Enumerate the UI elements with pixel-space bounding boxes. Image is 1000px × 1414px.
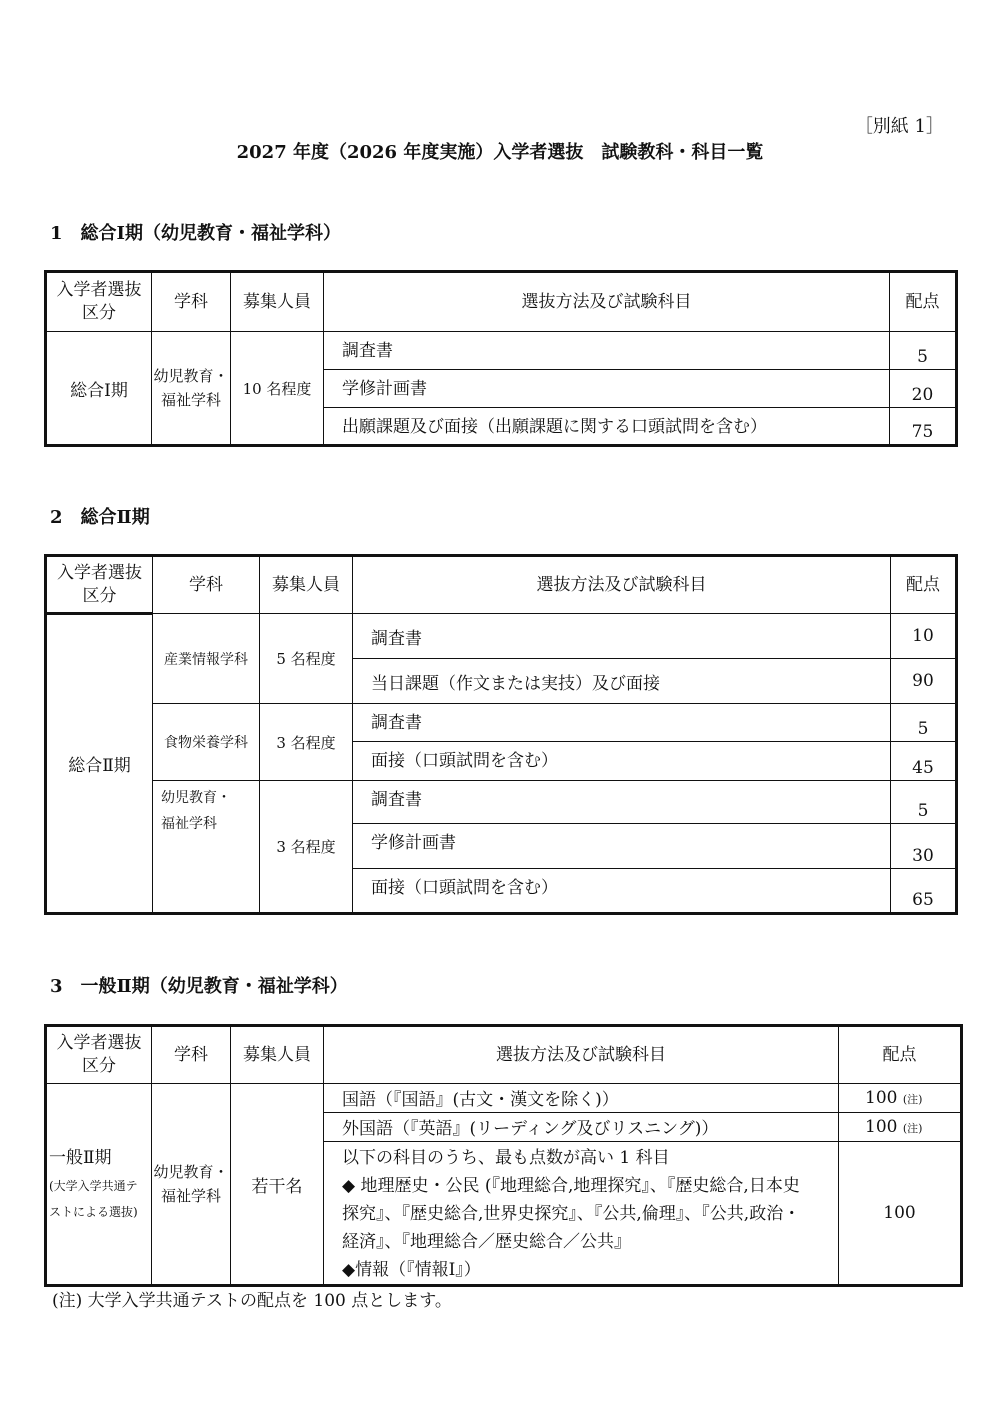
- header-category: 入学者選抜 区分: [46, 1026, 152, 1084]
- method-cell: 外国語（『英語』(リーディング及びリスニング)）: [324, 1113, 839, 1142]
- points-cell: 65: [891, 869, 957, 914]
- category-cell: 総合Ⅰ期: [46, 332, 152, 446]
- method-cell: 調査書: [353, 704, 891, 742]
- section-2-table: [44, 554, 958, 915]
- points-cell: 45: [891, 742, 957, 781]
- header-department: 学科: [152, 1026, 231, 1084]
- document-title: 2027 年度（2026 年度実施）入学者選抜 試験教科・科目一覧: [236, 142, 764, 163]
- annex-label: ［別紙 1］: [854, 116, 944, 137]
- choice-line: ◆ 地理歴史・公民 (『地理総合,地理探究』、『歴史総合,日本史: [342, 1176, 800, 1196]
- section-3-table: [44, 1024, 963, 1287]
- header-department: 学科: [152, 272, 231, 332]
- category-cell: 総合Ⅱ期: [46, 614, 153, 914]
- category-cell: 一般Ⅱ期 (大学入学共通テ ストによる選抜): [46, 1084, 152, 1286]
- footnote: (注) 大学入学共通テストの配点を 100 点とします。: [52, 1291, 452, 1311]
- header-points: 配点: [891, 556, 957, 614]
- quota-cell: 3 名程度: [260, 781, 353, 914]
- points-cell: 75: [890, 408, 957, 446]
- choice-line: 経済』、『地理総合／歴史総合／公共』: [342, 1232, 631, 1252]
- section-3-heading: 3 一般Ⅱ期（幼児教育・福祉学科）: [50, 976, 348, 997]
- header-quota: 募集人員: [260, 556, 353, 614]
- header-quota: 募集人員: [231, 272, 324, 332]
- points-cell: 5: [890, 332, 957, 370]
- points-cell: 5: [891, 781, 957, 824]
- method-cell: 学修計画書: [324, 370, 890, 408]
- points-cell: 100: [839, 1142, 962, 1286]
- quota-cell: 5 名程度: [260, 614, 353, 704]
- method-cell: 面接（口頭試問を含む）: [353, 742, 891, 781]
- section-2-heading: 2 総合Ⅱ期: [50, 507, 150, 528]
- method-cell: 面接（口頭試問を含む）: [353, 869, 891, 914]
- method-cell: 当日課題（作文または実技）及び面接: [353, 659, 891, 704]
- method-cell: 調査書: [324, 332, 890, 370]
- method-cell: 国語（『国語』(古文・漢文を除く)）: [324, 1084, 839, 1113]
- header-method: 選抜方法及び試験科目: [324, 272, 890, 332]
- method-cell: 調査書: [353, 781, 891, 824]
- quota-cell: 若干名: [231, 1084, 324, 1286]
- points-cell: 90: [891, 659, 957, 704]
- header-department: 学科: [153, 556, 260, 614]
- department-cell: 食物栄養学科: [153, 704, 260, 781]
- points-cell: 10: [891, 614, 957, 659]
- points-cell: 30: [891, 824, 957, 869]
- header-points: 配点: [890, 272, 957, 332]
- department-cell: 産業情報学科: [153, 614, 260, 704]
- section-1-heading: 1 総合Ⅰ期（幼児教育・福祉学科）: [50, 223, 341, 244]
- quota-cell: 3 名程度: [260, 704, 353, 781]
- header-quota: 募集人員: [231, 1026, 324, 1084]
- points-cell: 100 (注): [839, 1113, 962, 1142]
- header-method: 選抜方法及び試験科目: [324, 1026, 839, 1084]
- note-marker: (注): [902, 1122, 923, 1135]
- method-cell: 学修計画書: [353, 824, 891, 869]
- header-category: 入学者選抜 区分: [46, 272, 152, 332]
- choice-subjects-cell: [324, 1142, 839, 1286]
- note-marker: (注): [902, 1093, 923, 1106]
- choice-intro: 以下の科目のうち、最も点数が高い 1 科目: [342, 1148, 670, 1168]
- department-cell: 幼児教育・ 福祉学科: [153, 781, 260, 914]
- header-method: 選抜方法及び試験科目: [353, 556, 891, 614]
- points-cell: 100 (注): [839, 1084, 962, 1113]
- header-category: 入学者選抜 区分: [46, 556, 153, 614]
- quota-cell: 10 名程度: [231, 332, 324, 446]
- header-points: 配点: [839, 1026, 962, 1084]
- department-cell: 幼児教育・ 福祉学科: [152, 1084, 231, 1286]
- choice-line: ◆情報（『情報Ⅰ』）: [342, 1260, 481, 1280]
- section-1-table: [44, 270, 958, 447]
- points-cell: 5: [891, 704, 957, 742]
- points-cell: 20: [890, 370, 957, 408]
- department-cell: 幼児教育・ 福祉学科: [152, 332, 231, 446]
- method-cell: 調査書: [353, 614, 891, 659]
- method-cell: 出願課題及び面接（出願課題に関する口頭試問を含む）: [324, 408, 890, 446]
- choice-line: 探究』、『歴史総合,世界史探究』、『公共,倫理』、『公共,政治・: [342, 1204, 801, 1224]
